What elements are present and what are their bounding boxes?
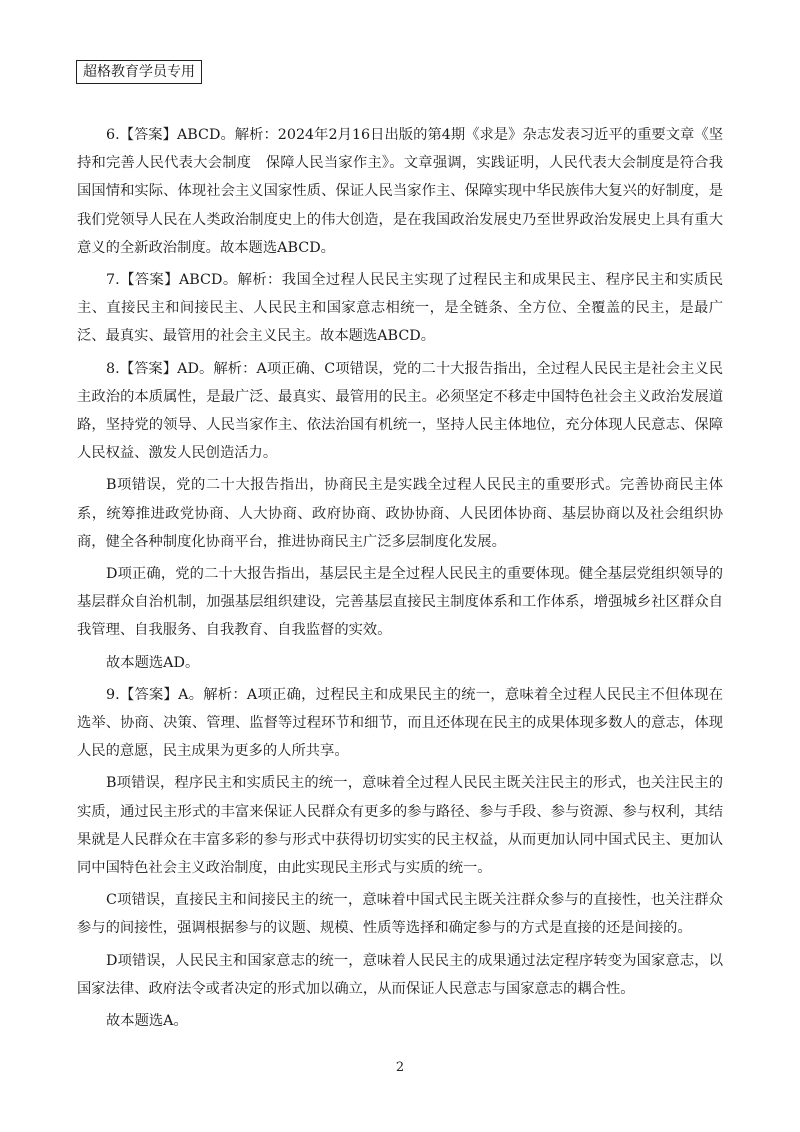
answer-9-option-d: D项错误，人民民主和国家意志的统一，意味着人民民主的成果通过法定程序转变为国家意志，以国家法律、政府法令或者决定的形式加以确立，从而保证人民意志与国家意志的耦合性。 xyxy=(77,952,723,997)
answer-8: 8.【答案】AD。解析：A项正确、C项错误，党的二十大报告指出，全过程人民民主是社会主义民主政治的本质属性，是最广泛、最真实、最管用的民主。必须坚定不移走中国特色社会主义政治发展道路，坚持党的领导、人民当家作主、依法治国有机统一，坚持人民主体地位，充分体现人民意志、保障人民权益、激发人民创造活力。 xyxy=(77,360,723,462)
answer-9-option-b: B项错误，程序民主和实质民主的统一，意味着全过程人民民主既关注民主的形式，也关注民主的实质，通过民主形式的丰富来保证人民群众有更多的参与路径、参与手段、参与资源、参与权利，其结果就是人民群众在丰富多彩的参与形式中获得切切实实的民主权益，从而更加认同中国式民主、更加认同中国特色社会主义政治制度，由此实现民主形式与实质的统一。 xyxy=(77,775,723,877)
answer-8-conclusion: 故本题选AD。 xyxy=(106,654,200,671)
answer-9: 9.【答案】A。解析：A项正确，过程民主和成果民主的统一，意味着全过程人民民主不但体现在选举、协商、决策、管理、监督等过程环节和细节，而且还体现在民主的成果体现多数人的意志，体现人民的意愿，民主成果为更多的人所共享。 xyxy=(77,686,723,760)
header-label: 超格教育学员专用 xyxy=(76,60,202,84)
answer-9-option-c: C项错误，直接民主和间接民主的统一，意味着中国式民主既关注群众参与的直接性，也关注群众参与的间接性，强调根据参与的议题、规模、性质等选择和确定参与的方式是直接的还是间接的。 xyxy=(77,892,723,937)
answer-8-option-b: B项错误，党的二十大报告指出，协商民主是实践全过程人民民主的重要形式。完善协商民主体系，统筹推进政党协商、人大协商、政府协商、政协协商、人民团体协商、基层协商以及社会组织协商，健全各种制度化协商平台，推进协商民主广泛多层制度化发展。 xyxy=(77,477,723,550)
answer-6: 6.【答案】ABCD。解析：2024年2月16日出版的第4期《求是》杂志发表习近平的重要文章《坚持和完善人民代表大会制度 保障人民当家作主》。文章强调，实践证明，人民代表大会制度是符合我国国情和实际、体现社会主义国家性质、保证人民当家作主、保障实现中华民族伟大复兴的好制度，是我们党领导人民在人类政治制度史上的伟大创造，是在我国政治发展史乃至世界政治发展史上具有重大意义的全新政治制度。故本题选ABCD。 xyxy=(77,127,723,256)
page-number: 2 xyxy=(395,1060,405,1075)
answer-content xyxy=(77,121,723,1039)
answer-7: 7.【答案】ABCD。解析：我国全过程人民民主实现了过程民主和成果民主、程序民主和实质民主、直接民主和间接民主、人民民主和国家意志相统一，是全链条、全方位、全覆盖的民主，是最广泛、最真实、最管用的社会主义民主。故本题选ABCD。 xyxy=(77,272,723,345)
answer-8-option-d: D项正确，党的二十大报告指出，基层民主是全过程人民民主的重要体现。健全基层党组织领导的基层群众自治机制，加强基层组织建设，完善基层直接民主制度体系和工作体系，增强城乡社区群众自我管理、自我服务、自我教育、自我监督的实效。 xyxy=(77,566,723,639)
answer-9-conclusion: 故本题选A。 xyxy=(106,1013,188,1030)
